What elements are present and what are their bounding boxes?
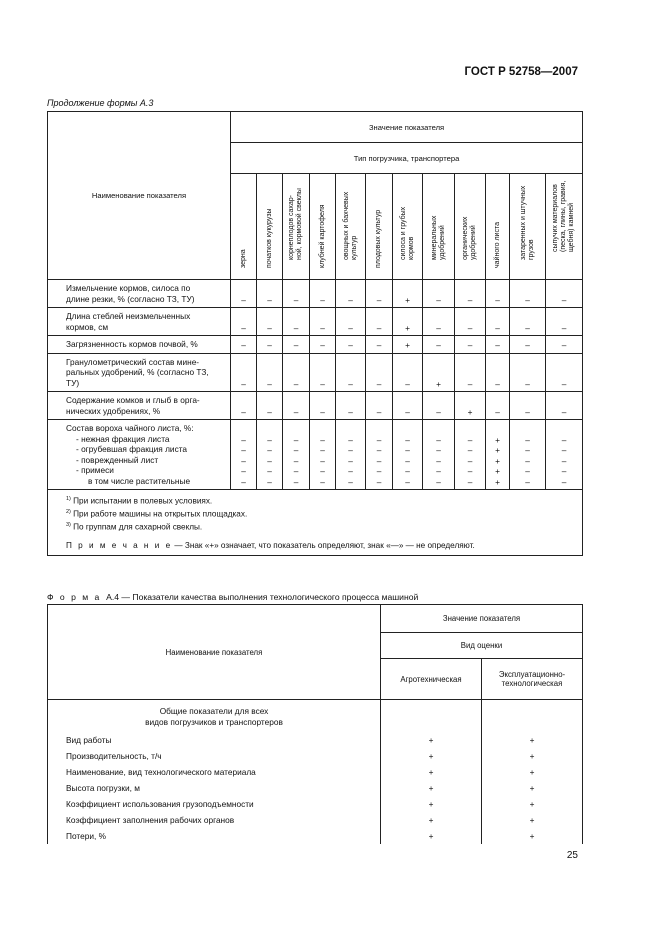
row-name: Производительность, т/ч [48,748,381,764]
value-cell: – [283,280,310,308]
table-row [48,780,583,796]
value-cell: – [257,280,283,308]
value-cell: – [423,308,455,336]
agro-value: + [381,780,482,796]
table-row [48,392,583,420]
value-cell: – [366,353,393,392]
value-cell: – [283,392,310,420]
value-cell: – [486,336,510,354]
table2-caption: Ф о р м а А.4 — Показатели качества выполнения технологического процесса машиной [47,592,419,602]
operational-value: + [482,812,583,828]
value-cell: – [336,392,366,420]
value-cell: – [546,280,583,308]
value-cell: – [423,336,455,354]
value-header: Значение показателя [381,605,583,633]
value-cell: – [546,336,583,354]
column-header: початков кукурузы [257,174,283,280]
name-column-header: Наименование показателя [48,112,231,280]
table-row [48,420,583,490]
table-row [48,336,583,354]
value-cell: – [546,392,583,420]
column-header: органических удобрений [455,174,486,280]
value-cell: – – – – – [231,420,257,490]
value-cell: + + + + + [486,420,510,490]
value-cell: – [336,353,366,392]
value-cell: – [366,392,393,420]
value-cell: – – – – – [455,420,486,490]
value-cell: – [423,280,455,308]
table1-caption: Продолжение формы А.3 [47,98,154,108]
value-cell: – [257,353,283,392]
table-row [48,748,583,764]
value-cell: – [486,353,510,392]
footnote: $^{2)}$ При работе машины на открытых площадках. [66,509,248,519]
standard-number: ГОСТ Р 52758—2007 [464,66,578,78]
col-agrotechnical: Агротехническая [381,659,482,700]
value-cell: – [510,308,546,336]
value-cell: – [283,308,310,336]
value-cell: – – – – – [283,420,310,490]
agro-value: + [381,764,482,780]
note: П р и м е ч а н и е — Знак «+» означает, что показатель определяют, знак «—» — не определяют. [66,540,475,550]
column-header: плодовых культур [366,174,393,280]
row-name: Длина стеблей неизмельченных кормов, см [48,308,231,336]
column-header: сыпучих материалов (песка, глины, гравия, щебня) камней [546,174,583,280]
row-name: Вид работы [48,732,381,748]
value-cell: + [455,392,486,420]
value-cell: – [231,308,257,336]
table-row [48,732,583,748]
column-header: овощных и бахчевых культур [336,174,366,280]
agro-value: + [381,796,482,812]
row-name: Содержание комков и глыб в орга- нических удобрениях, % [48,392,231,420]
eval-header: Вид оценки [381,633,583,659]
table-row [48,828,583,844]
value-cell: – [546,353,583,392]
column-header: силоса и грубых кормов [393,174,423,280]
table-row [48,353,583,392]
value-cell: – – – – – [423,420,455,490]
operational-value: + [482,764,583,780]
value-cell: – [510,280,546,308]
value-cell: – [257,308,283,336]
table-row [48,812,583,828]
value-cell: – [231,353,257,392]
value-cell: – [257,392,283,420]
value-cell: – [510,353,546,392]
value-cell: + [393,308,423,336]
value-cell: – [231,336,257,354]
table-row [48,764,583,780]
column-header: чайного листа [486,174,510,280]
value-cell: – [455,280,486,308]
value-cell: – [546,308,583,336]
operational-value: + [482,828,583,844]
value-cell: – – – – – [393,420,423,490]
value-cell: – [310,392,336,420]
value-cell: – – – – – [310,420,336,490]
value-cell: – [455,308,486,336]
value-cell: – [283,353,310,392]
agro-value: + [381,828,482,844]
table-row [48,280,583,308]
value-cell: – [486,280,510,308]
value-cell: – [366,308,393,336]
value-cell: + [393,336,423,354]
indicators-table-a3 [47,111,583,556]
row-name: Измельчение кормов, силоса по длине резки, % (согласно ТЗ, ТУ) [48,280,231,308]
value-cell: – [486,308,510,336]
row-name: Коэффициент использования грузоподъемности [48,796,381,812]
value-cell: – [366,336,393,354]
value-cell: – [366,280,393,308]
operational-value: + [482,748,583,764]
footnotes [48,490,583,556]
column-header: клубней картофеля [310,174,336,280]
row-name: Состав вороха чайного листа, %: - нежная фракция листа - огрубевшая фракция листа - поврежденный лист - примеси в том числе растительные [48,420,231,490]
value-cell: – – – – – [546,420,583,490]
value-cell: – [336,336,366,354]
value-cell: + [393,280,423,308]
value-cell: – [510,392,546,420]
column-header: зерна [231,174,257,280]
value-cell: – [455,353,486,392]
value-cell: – [510,336,546,354]
value-cell: + [423,353,455,392]
type-header: Тип погрузчика, транспортера [231,143,583,174]
operational-value: + [482,780,583,796]
value-cell: – – – – – [257,420,283,490]
value-cell: – [393,353,423,392]
value-cell: – [310,308,336,336]
value-cell: – – – – – [366,420,393,490]
value-cell: – [231,392,257,420]
value-cell: – – – – – [510,420,546,490]
value-cell: – [393,392,423,420]
value-cell: – [257,336,283,354]
table-row [48,796,583,812]
agro-value: + [381,812,482,828]
value-cell: – [486,392,510,420]
value-cell: – [455,336,486,354]
value-cell: – [336,280,366,308]
value-cell: – [231,280,257,308]
indicators-table-a4 [47,604,583,844]
group-heading: Общие показатели для всех видов погрузчиков и транспортеров [48,700,381,733]
agro-value: + [381,732,482,748]
value-cell: – [310,336,336,354]
name-column-header: Наименование показателя [48,605,381,700]
value-cell: – [336,308,366,336]
row-name: Загрязненность кормов почвой, % [48,336,231,354]
table-row [48,308,583,336]
value-header: Значение показателя [231,112,583,143]
value-cell: – [310,353,336,392]
page-number: 25 [566,850,578,861]
row-name: Гранулометрический состав мине- ральных удобрений, % (согласно ТЗ, ТУ) [48,353,231,392]
value-cell: – [423,392,455,420]
value-cell: – [310,280,336,308]
row-name: Наименование, вид технологического материала [48,764,381,780]
row-name: Коэффициент заполнения рабочих органов [48,812,381,828]
row-name: Высота погрузки, м [48,780,381,796]
value-cell: – – – – – [336,420,366,490]
footnote: $^{3)}$ По группам для сахарной свеклы. [66,522,203,533]
footnote: $^{1)}$ При испытании в полевых условиях. [66,496,213,506]
row-name: Потери, % [48,828,381,844]
agro-value: + [381,748,482,764]
operational-value: + [482,796,583,812]
operational-value: + [482,732,583,748]
column-header: минеральных удобрений [423,174,455,280]
column-header: затаренных и штучных грузов [510,174,546,280]
column-header: корнеплодов сахар- ной, кормовой свеклы [283,174,310,280]
col-operational: Эксплуатационно- технологическая [482,659,583,700]
value-cell: – [283,336,310,354]
